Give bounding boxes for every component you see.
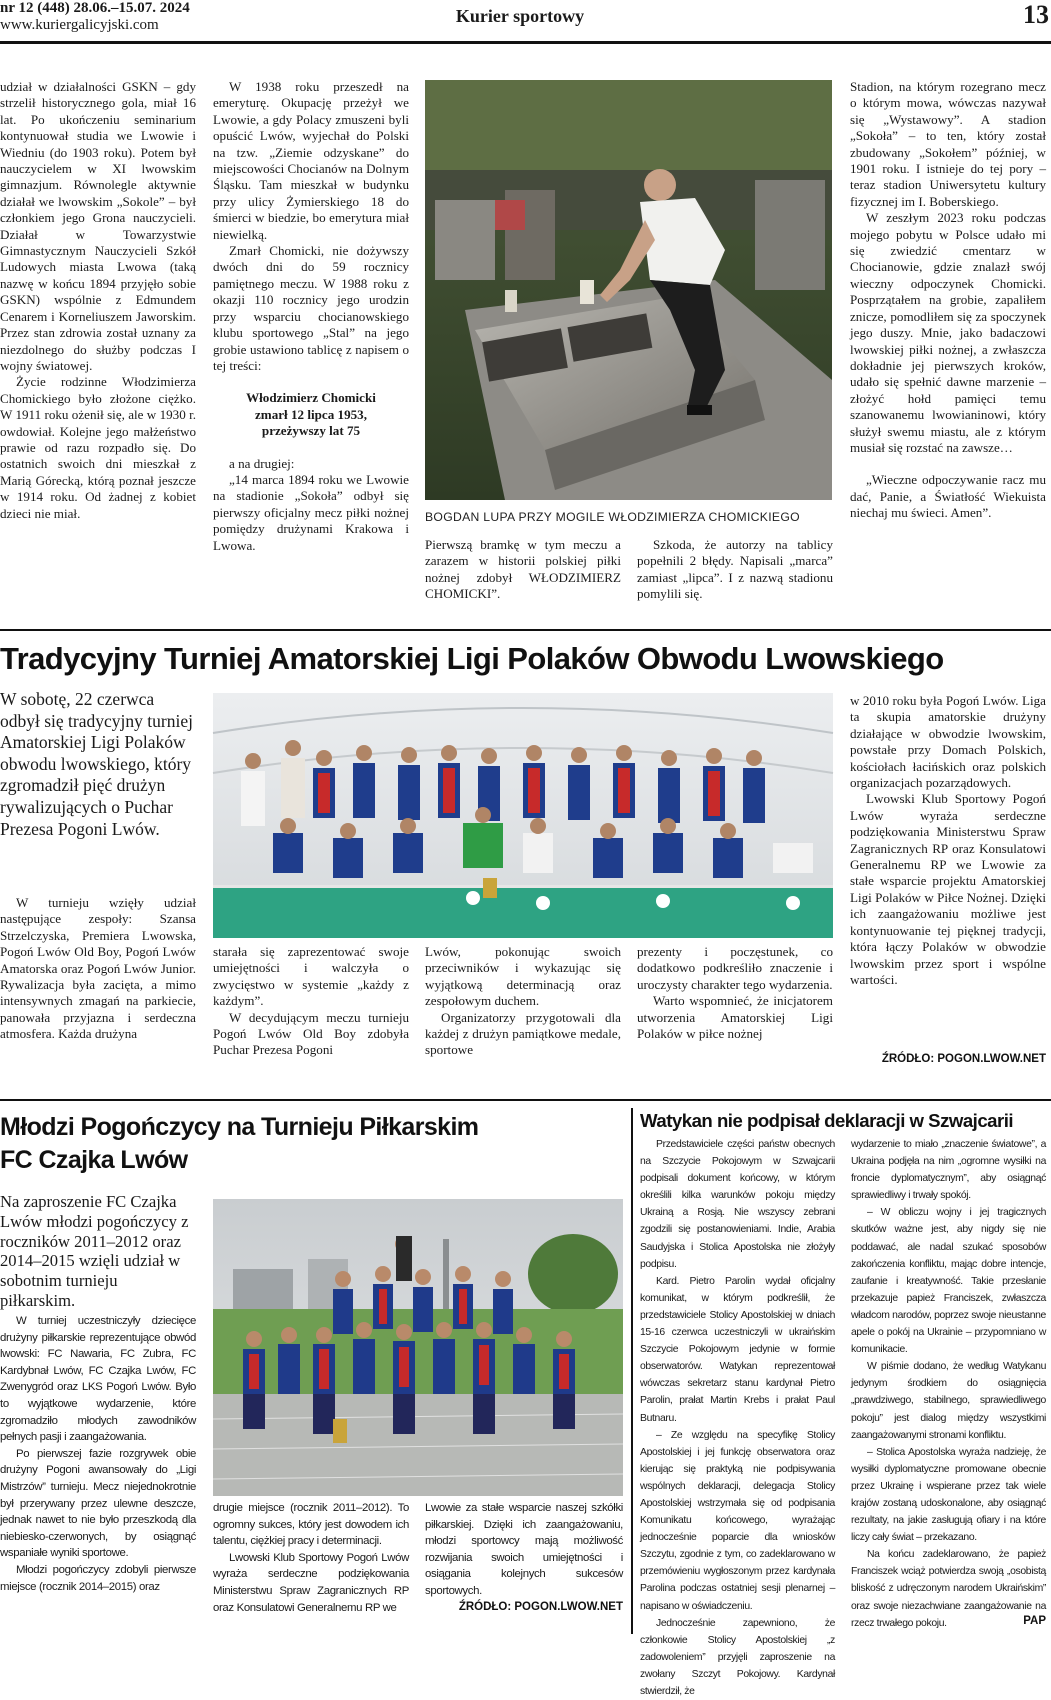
paragraph: W 1938 roku przeszedł na emeryturę. Okupację przeżył we Lwowie, a gdy Polacy zmuszeni byli opuścić Lwów, wyjechał do Polski na tzw. „Ziemie odzyskane” do miejscowości Chocianów na Dolnym Śląsku. Tam mieszkał w budynku przy ulicy Żymierskiego 18 do śmierci w biedzie, bo emerytura miał niewielką. (213, 79, 410, 242)
paragraph: Szkoda, że autorzy na tablicy popełnili 2 błędy. Napisali „marca” zamiast „lipca”. I z nazwą stadionu pomylili się. (637, 537, 833, 602)
article3-headline (0, 1111, 620, 1177)
plaque-line: przeżywszy lat 75 (261, 423, 361, 439)
website-link[interactable]: www.kuriergalicyjski.com (0, 17, 159, 33)
article2-col3 (425, 944, 621, 1059)
article2-col4 (637, 944, 833, 1042)
article2-col1 (0, 895, 196, 1043)
paragraph: Warto wspomnieć, że inicjatorem utworzenia Amatorskiej Ligi Polaków w piłce nożnej (637, 993, 833, 1042)
grave-photo-image (425, 80, 832, 500)
paragraph: Pierwszą bramkę w tym meczu a zarazem w historii polskiej piłki nożnej zdobył WŁODZIMIERZ CHOMICKI”. (425, 537, 621, 602)
paragraph: udział w działalności GSKN – gdy strzelił historycznego gola, miał 16 lat. Po ukończeniu seminarium kontynuował studia we Lwowie i Wiedniu (do 1903 roku). Potem był nauczycielem w XI lwowskim gimnazjum. Równolegle aktywnie działał we lwowskim „Sokole” – był członkiem jego Grona nauczycieli. Działał w Towarzystwie Gimnastycznym Nauczycieli Szkół Ludowych miasta Lwowa (taką nazwę w końcu 1894 przyjęło sobie GSKN) wspólnie z Edmundem Cenarem i Korneliuszem Jaworskim. Przez stan zdrowia został uznany za niezdolnego do służby podczas I wojny światowej. (0, 79, 196, 373)
paragraph: drugie miejsce (rocznik 2011–2012). To ogromny sukces, który jest dowodem ich talentu, ciężkiej pracy i determinacji. (213, 1502, 409, 1548)
paragraph: Przedstawiciele części państw obecnych na Szczycie Pokojowym w Szwajcarii podpisali dokument końcowy, w którym określili kilka warunków pokoju między Ukrainą a Rosją. Nie wszyscy zebrani zgodzili się postanowieniami. Indie, Arabia Saudyjska i Stolica Apostolska nie złożyły podpisu. (640, 1139, 835, 1270)
paragraph: Kard. Pietro Parolin wydał oficjalny komunikat, w którym podkreślił, że przedstawiciele Stolicy Apostolskiej w dniach 15-16 czerwca uczestniczyli w ukraińskim Szczycie Pokojowym jedynie w formie obserwatorów. Watykan reprezentował wówczas sekretarz stanu kardynał Pietro Parolin, prałat Martin Krebs i prałat Paul Butnaru. (640, 1275, 835, 1424)
grave-photo (425, 80, 832, 500)
team-photo (213, 693, 833, 938)
section-title: Kurier sportowy (455, 6, 585, 26)
paragraph: „Wieczne odpoczywanie racz mu dać, Panie, a Światłość Wiekuista niechaj mu świeci. Amen”. (850, 472, 1046, 521)
paragraph: w 2010 roku była Pogoń Lwów. Liga ta skupia amatorskie drużyny działające w obwodzie lwowskim, powstałe przy Domach Polskich, kościołach łacińskich oraz polskich organizacjach pozarządowych. (850, 693, 1046, 791)
headline-line: FC Czajka Lwów (0, 1146, 188, 1174)
page-header (0, 0, 1051, 44)
article4-col2 (851, 1136, 1046, 1632)
article1-col3 (425, 537, 621, 603)
paragraph: Lwowski Klub Sportowy Pogoń Lwów wyraża serdeczne podziękowania Ministerstwu Spraw Zagranicznych RP oraz Konsulatowi Generalnemu RP we (213, 1551, 409, 1614)
paragraph: Zmarł Chomicki, nie dożywszy dwóch dni do 59 rocznicy pamiętnego meczu. W 1988 roku z okazji 110 rocznicy jego urodzin przy wsparciu chocianowskiego klubu sportowego „Stal” na jego grobie ustawiono tablicę z napisem o tej treści: (213, 243, 409, 373)
paragraph: Młodzi pogończycy zdobyli pierwsze miejsce (rocznik 2014–2015) oraz (0, 1563, 196, 1593)
article1-col1 (0, 79, 196, 522)
paragraph: Lwowski Klub Sportowy Pogoń Lwów wyraża serdeczne podziękowania Ministerstwu Spraw Zagranicznych RP oraz Konsulatowi Generalnemu RP we Lwowie za stałe wsparcie projektu Amatorskiej Ligi Polaków w Piłce Nożnej. Dzięki ich zaangażowaniu możliwe jest kontynuowanie tej pięknej tradycji, która łączy Polaków w obwodzie lwowskim przez sport i wspólne wartości. (850, 791, 1046, 987)
paragraph: prezenty i poczęstunek, co dodatkowo podkreśliło znaczenie i uroczysty charakter tego wydarzenia. (637, 944, 833, 992)
paragraph: W turniej uczestniczyły dziecięce drużyny piłkarskie reprezentujące obwód lwowski: FC Nawaria, FC Zubra, FC Kardybnał Lwów, FC Czajka Lwów, FC Zwenygród oraz LKS Pogoń Lwów. Było to wyjątkowe wydarzenie, które zgromadziło młodych zawodników pełnych pasji i zaangażowania. (0, 1315, 196, 1444)
issue-number: nr 12 (448) 28.06.–15.07. 2024 (0, 0, 190, 16)
paragraph: – Ze względu na specyfikę Stolicy Apostolskiej i jej funkcję obserwatora oraz kierując się praktyką nie podpisywania wspólnych deklaracji, delegacja Stolicy Apostolskiej wstrzymała się od podpisania Komunikatu końcowego, wyrażając jednocześnie poparcie dla wniosków Szczytu, zgodnie z tym, co zadeklarowano w przemówieniu wygłoszonym przez kardynała Parolina podczas ostatniej sesji plenarnej – napisano w oświadczeniu. (640, 1429, 835, 1612)
article1-col2 (213, 79, 409, 554)
paragraph: „14 marca 1894 roku we Lwowie na stadionie „Sokoła” odbył się pierwszy oficjalny mecz piłki nożnej pomiędzy drużynami Krakowa i Lwowa. (213, 471, 409, 553)
article1-col5 (850, 79, 1046, 522)
header-rule (0, 41, 1051, 44)
article1-col4 (637, 537, 833, 603)
paragraph: Na końcu zadeklarowano, że papież Franciszek wciąż potwierdza swoją „osobistą bliskość z udręczonym narodem Ukraińskim” oraz swoje niezachwiane zaangażowanie na rzecz trwałego pokoju. (851, 1549, 1046, 1629)
paragraph: W zeszłym 2023 roku podczas mojego pobytu w Polsce udało mi się zwiedzić cmentarz w Chocianowie, gdzie znalazł swój wieczny odpoczynek Chomicki. Posprzątałem na grobie, zapaliłem znicze, pomodliłem się za spoczynek jego duszy. Mnie, jako badaczowi lwowskiej piłki nożnej, a zwłaszcza dokładnie jej pierwszych kroków, udało się spełnić dawne marzenie –złożyć hołd pamięci temu szanowanemu lwowianinowi, który służył swemu miastu, ale z którym musiał się rozstać na zawsze… (850, 210, 1046, 455)
page-number: 13 (1023, 0, 1049, 29)
article3-col1 (0, 1313, 196, 1595)
paragraph: Organizatorzy przygotowali dla każdej z drużyn pamiątkowe medale, sportowe (425, 1009, 621, 1058)
photo-caption: BOGDAN LUPA PRZY MOGILE WŁODZIMIERZA CHOMICKIEGO (425, 510, 800, 524)
youth-team-photo-image (213, 1199, 623, 1496)
article3-col3 (425, 1500, 623, 1600)
article2-source: ŹRÓDŁO: POGON.LWOW.NET (881, 1053, 1046, 1065)
article4-headline: Watykan nie podpisał deklaracji w Szwajcarii (640, 1110, 1014, 1131)
paragraph: W piśmie dodano, że według Watykanu jedynym środkiem do osiągnięcia „prawdziwego, stabilnego, sprawiedliwego pokoju” jest dialog między wszystkimi zaangażowanymi stronami konfliktu. (851, 1361, 1046, 1441)
paragraph: W turnieju wzięły udział następujące zespoły: Szansa Strzelczyska, Premiera Lwowska, Pogoń Lwów Old Boy, Pogoń Lwów Amatorska oraz Pogoń Lwów Junior. Rywalizacja była zacięta, a mimo intensywnych zmagań na parkiecie, panowała przyjazna i serdeczna atmosfera. Każda drużyna (0, 895, 196, 1042)
paragraph: W decydującym meczu turnieju Pogoń Lwów Old Boy zdobyła Puchar Prezesa Pogoni (213, 1009, 409, 1058)
section-divider (0, 629, 1051, 631)
plaque-line: zmarł 12 lipca 1953, (254, 406, 367, 422)
article2-lead: W sobotę, 22 czerwca odbył się tradycyjny turniej Amatorskiej Ligi Polaków obwodu lwowskiego, który zgromadził pięć drużyn rywalizujących o Puchar Prezesa Pogoni Lwów. (0, 689, 193, 839)
paragraph: Życie rodzinne Włodzimierza Chomickiego było złożone ciężko. W 1911 roku ożenił się, ale w 1930 r. owdowiał. Kolejne jego małżeństwo prawie od razu rozpadło się. Do ostatnich swoich dni mieszkał z Marią Górecką, którą poznał jeszcze w 1914 roku. Od żadnej z kobiet dzieci nie miał. (0, 374, 196, 521)
article2-headline: Tradycyjny Turniej Amatorskiej Ligi Polaków Obwodu Lwowskiego (0, 641, 944, 676)
team-photo-image (213, 693, 833, 938)
article3-col2 (213, 1500, 409, 1616)
paragraph: – W obliczu wojny i jej tragicznych skutków ważne jest, aby nigdy się nie poddawać, ale nadal szukać sposobów zakończenia konfliktu, mając dobre intencje, zaufanie i kreatywność. Takie przesłanie przekazuje papież Franciszek, zwłaszcza władcom narodów, poprzez swoje nieustanne apele o pokój na Ukrainie – przypomniano w komunikacie. (851, 1207, 1046, 1356)
paragraph: Stadion, na którym rozegrano mecz o którym mowa, wówczas nazywał się „Wystawowy”. A stadion „Sokoła” – to ten, który został zbudowany „Sokołem” później, w 1901 roku. I istnieje do tej pory – teraz stadion Uniwersytetu kultury fizycznej im I. Boberskiego. (850, 79, 1046, 209)
column-rule (631, 1108, 633, 1634)
youth-team-photo (213, 1199, 623, 1496)
paragraph: – Stolica Apostolska wyraża nadzieję, że wysiłki dyplomatyczne promowane obecnie przez Ukrainę i wspierane przez tak wiele krajów zostaną udoskonalone, aby osiągnąć rezultaty, na jakie zasługują ofiary i na które liczy cały świat – przekazano. (851, 1446, 1046, 1544)
article3-lead: Na zaproszenie FC Czajka Lwów młodzi pogończycy z roczników 2011–2012 oraz 2014–2015 wzięli udział w sobotnim turnieju piłkarskim. (0, 1192, 189, 1310)
paragraph: Lwowie za stałe wsparcie naszej szkółki piłkarskiej. Dzięki ich zaangażowaniu, młodzi sportowcy mają możliwość rozwijania swoich umiejętności i osiągania kolejnych sukcesów sportowych. (425, 1502, 623, 1597)
paragraph: Jednocześnie zapewniono, że członkowie Stolicy Apostolskiej „z zadowoleniem” przyjęli zaproszenie na zwołany Szczyt Pokojowy. Kardynał stwierdził, że (640, 1617, 835, 1697)
paragraph: Po pierwszej fazie rozgrywek obie drużyny Pogoni awansowały do „Ligi Mistrzów” turnieju. Mecz niejednokrotnie był przerywany przez ulewne deszcze, jednak nawet to nie było przeszkodą dla niebiesko-czerwonych, by osiągnąć wspaniałe wyniki sportowe. (0, 1447, 196, 1560)
paragraph: wydarzenie to miało „znaczenie światowe”, a Ukraina podjęła na nim „ogromne wysiłki na froncie dyplomatycznym”, aby osiągnąć sprawiedliwy i trwały spokój. (851, 1139, 1046, 1202)
article2-col2 (213, 944, 409, 1059)
article3-source: ŹRÓDŁO: POGON.LWOW.NET (458, 1601, 623, 1613)
article4-source: PAP (1023, 1615, 1046, 1627)
headline-line: Młodzi Pogończycy na Turnieju Piłkarskim (0, 1113, 479, 1141)
section-divider (0, 1099, 1051, 1101)
article4-col1 (640, 1136, 835, 1700)
paragraph: a na drugiej: (229, 455, 295, 471)
article2-col5 (850, 693, 1046, 988)
plaque-line: Włodzimierz Chomicki (246, 390, 376, 406)
paragraph: Lwów, pokonując swoich przeciwników i wykazując się wyjątkową determinacją oraz zespołowym duchem. (425, 944, 621, 1009)
paragraph: starała się zaprezentować swoje umiejętności i walczyła o zwycięstwo w systemie „każdy z każdym”. (213, 944, 409, 1009)
